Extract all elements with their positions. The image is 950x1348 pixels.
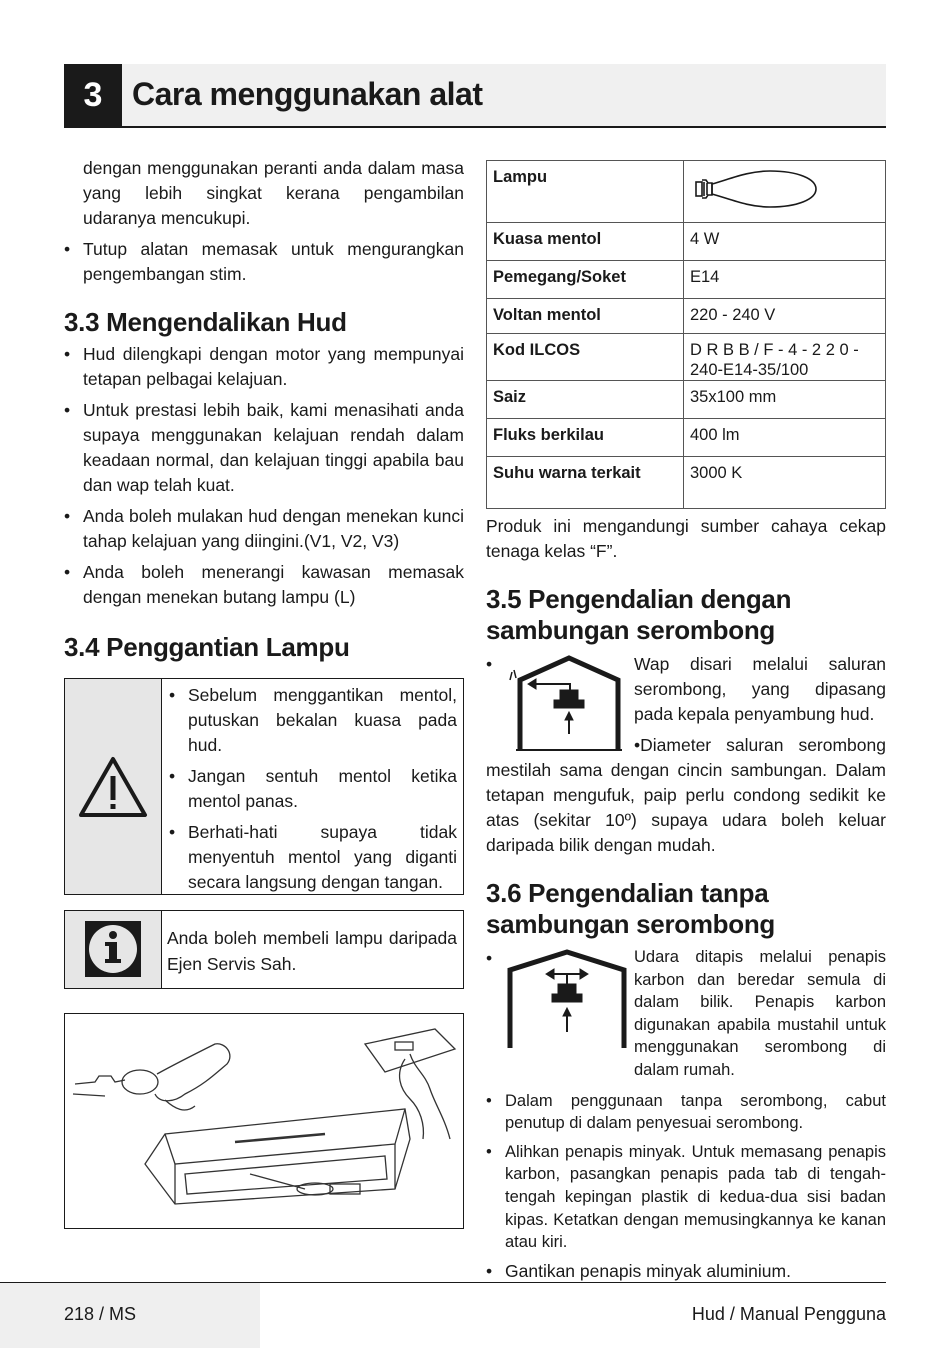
page-number: 218 / MS	[64, 1304, 137, 1324]
table-row: Suhu warna terkait 3000 K	[487, 457, 886, 509]
table-row	[487, 161, 886, 223]
section-title-3-5: 3.5 Pengendalian dengan sambungan serombong	[486, 584, 792, 645]
section-3-6-body: • Udara ditapis melalui penapis karbon dan beredar semula di dalam bilik. Penapis karbon digunakan apabila mustahil untuk menggunakan serombong di dalam rumah. • Dalam penggunaan tanpa serombong, cabut penutup di dalam penyesuai serombong. • Alihkan penapis minyak. Untuk memasang penapis karbon, pasangkan penapis pada tab di tengah-tengah kepingan plastik di kedua-dua sisi badan kipas. Ketatkan dengan memusingkannya ke kanan atau kiri. • Gantikan penapis minyak aluminium.	[486, 948, 886, 1281]
section-3-6-header	[486, 878, 886, 940]
section-3-6-text: Udara ditapis melalui penapis karbon dan beredar semula di dalam bilik. Penapis karbon digunakan apabila mustahil untuk menggunakan serombong di dalam rumah.	[634, 948, 886, 1079]
warning-box	[64, 678, 464, 895]
section-3-5-text-2: •Diameter saluran serombong mestilah sama dengan cincin sambungan. Dalam tetapan mengufuk, paip perlu condong sedikit ke atas (sekitar 10º) supaya udara boleh keluar daripada bilik dengan mudah.	[486, 735, 886, 855]
intro-text: dengan menggunakan peranti anda dalam masa yang lebih singkat kerana pengambilan udaranya mencukupi.	[83, 158, 464, 228]
table-row: Voltan mentol 220 - 240 V	[487, 299, 886, 334]
info-icon	[65, 911, 161, 988]
footer-divider	[0, 1282, 886, 1283]
list-item: • Tutup alatan memasak untuk mengurangkan pengembangan stim.	[64, 239, 464, 284]
table-row: Saiz 35x100 mm	[487, 381, 886, 419]
list-item: • Anda boleh menerangi kawasan memasak dengan menekan butang lampu (L)	[64, 562, 464, 607]
lamp-spec-table	[486, 160, 886, 509]
left-column	[64, 156, 464, 663]
energy-note: Produk ini mengandungi sumber cahaya cekap tenaga kelas “F”.	[486, 516, 886, 561]
table-row: Kuasa mentol 4 W	[487, 223, 886, 261]
section-title-3-6: 3.6 Pengendalian tanpa sambungan serombong	[486, 878, 775, 939]
list-item: • Hud dilengkapi dengan motor yang mempunyai tetapan pelbagai kelajuan.	[64, 344, 464, 389]
info-box	[64, 910, 464, 989]
section-title-3-4: 3.4 Penggantian Lampu	[64, 632, 350, 662]
table-row: Fluks berkilau 400 lm	[487, 419, 886, 457]
bulb-icon	[690, 167, 820, 211]
lamp-replacement-illustration	[64, 1013, 464, 1229]
list-item: • Gantikan penapis minyak aluminium.	[486, 1260, 791, 1281]
list-item: • Dalam penggunaan tanpa serombong, cabut penutup di dalam penyesuai serombong.	[486, 1091, 886, 1133]
footer-title: Hud / Manual Pengguna	[691, 1304, 886, 1324]
energy-note-block	[486, 514, 886, 646]
spec-key: Lampu	[487, 161, 684, 223]
list-item: • Alihkan penapis minyak. Untuk memasang penapis karbon, pasangkan penapis pada tab di tengah-tengah kepingan plastik di kedua-dua sisi badan kipas. Ketatkan dengan memusingkannya ke kanan atau kiri.	[486, 1142, 886, 1252]
list-item: • Berhati-hati supaya tidak menyentuh mentol yang diganti secara langsung dengan tangan.	[169, 822, 457, 892]
spec-value	[684, 161, 886, 223]
warning-triangle-icon	[65, 679, 161, 894]
section-3-5-body: • Wap disari melalui saluran serombong, yang dipasang pada kepala penyambung hud. •Diameter saluran serombong mestilah sama dengan cincin sambungan. Dalam tetapan mengufuk, paip perlu condong sedikit ke atas (sekitar 10º) supaya udara boleh keluar daripada bilik dengan mudah.	[486, 652, 886, 858]
chapter-title: Cara menggunakan alat	[132, 76, 483, 112]
recirculation-mode-diagram	[504, 948, 630, 1050]
list-item: • Jangan sentuh mentol ketika mentol panas.	[169, 766, 457, 811]
list-item: • Anda boleh mulakan hud dengan menekan kunci tahap kelajuan yang diingini.(V1, V2, V3)	[64, 506, 464, 551]
list-item: • Untuk prestasi lebih baik, kami menasihati anda supaya menggunakan kelajuan rendah dalam keadaan normal, dan kelajuan tinggi apabila bau dan wap telah kuat.	[64, 400, 464, 495]
chapter-number: 3	[64, 64, 122, 126]
list-item: • Sebelum menggantikan mentol, putuskan bekalan kuasa pada hud.	[169, 685, 457, 755]
table-row: Pemegang/Soket E14	[487, 261, 886, 299]
table-row: Kod ILCOS D R B B / F - 4 - 2 2 0 - 240-E14-35/100	[487, 334, 886, 381]
section-title-3-3: 3.3 Mengendalikan Hud	[64, 307, 347, 337]
ducted-mode-diagram	[508, 654, 630, 752]
section-3-5-text: Wap disari melalui saluran serombong, yang dipasang pada kepala penyambung hud.	[634, 654, 886, 724]
info-text: Anda boleh membeli lampu daripada Ejen Servis Sah.	[167, 928, 457, 974]
hood-lamp-drawing	[65, 1014, 463, 1228]
chapter-header	[64, 64, 886, 128]
